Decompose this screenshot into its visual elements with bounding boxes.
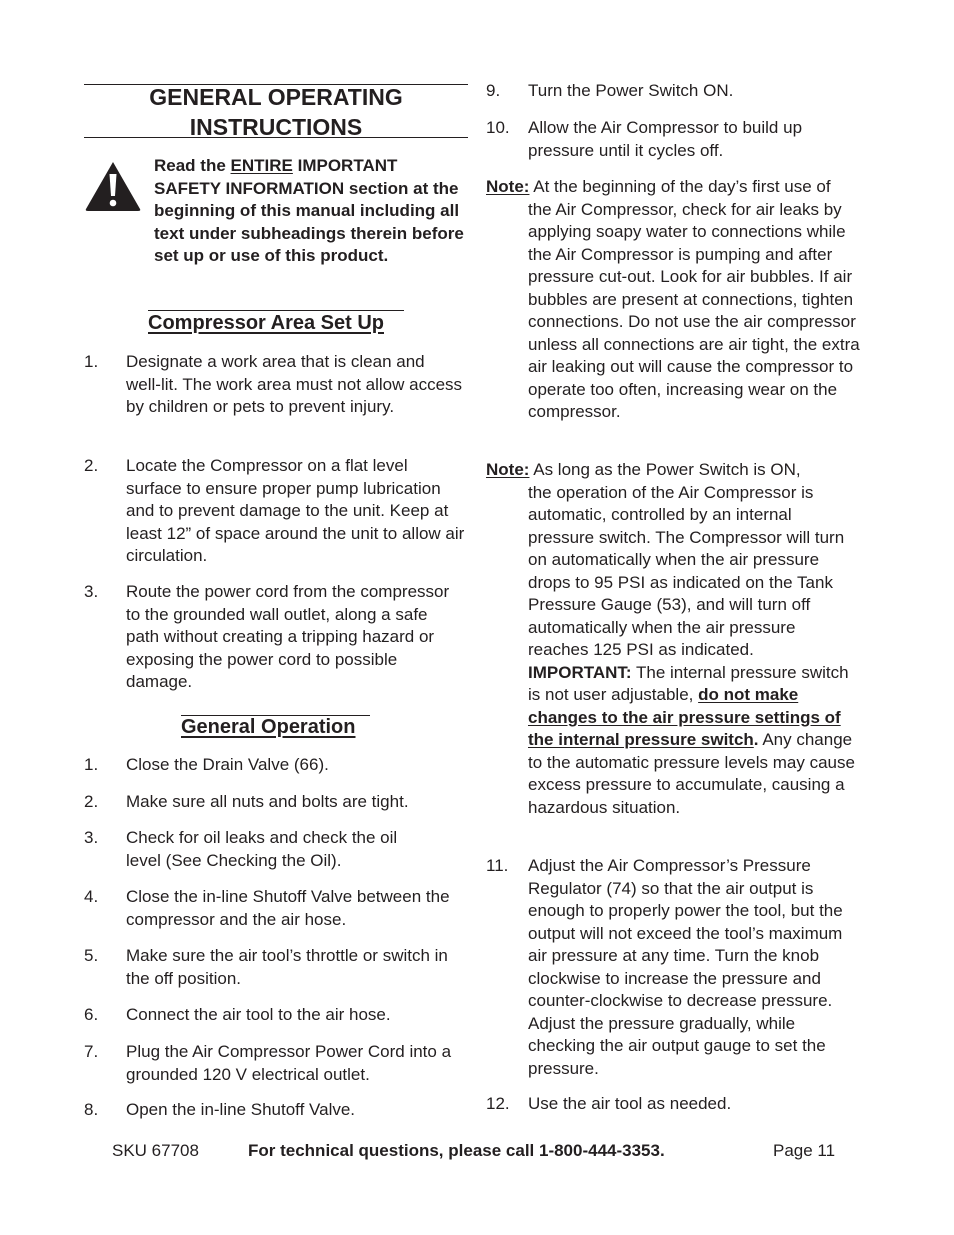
note-air-leaks: Note: At the beginning of the day’s first use of the Air Compressor, check for air leaks by applying soapy water to connections while the Air Compressor is pumping and after pressure cut-out. Look for air bubbles. If air bubbles are present at connections, tighten connections. Do not use the air compressor unless all connections are air tight, the extra air leaking out will cause the compressor to operate too often, increasing wear on the compressor. xyxy=(486,177,860,421)
setup-section-title: Compressor Area Set Up xyxy=(148,312,384,334)
note-label: Note: xyxy=(486,177,530,196)
page-title xyxy=(84,82,468,142)
safety-warning-text: Read the ENTIRE IMPORTANT SAFETY INFORMATION section at the beginning of this manual including all text under subheadings therein before set up or use of this product. xyxy=(154,156,464,265)
footer-sku: SKU 67708 xyxy=(112,1141,199,1160)
note-power-switch: Note: As long as the Power Switch is ON, the operation of the Air Compressor is automatic, controlled by an internal pressure switch. The Compressor will turn on automatically when the air pressure drops to 95 PSI as indicated on the Tank Pressure Gauge (53), and will turn off automatically when the air pressure reaches 125 PSI as indicated. IMPORTANT: The internal pressure switch is not user adjustable, do not make changes to the air pressure settings of the internal pressure switch. Any change to the automatic pressure levels may cause excess pressure to accumulate, causing a hazardous situation. xyxy=(486,459,872,819)
page-title-line1: GENERAL OPERATING xyxy=(149,84,403,110)
note-label: Note: xyxy=(486,460,530,479)
heading-bottom-rule xyxy=(84,137,468,138)
footer-page-number: Page 11 xyxy=(773,1141,836,1160)
important-label: IMPORTANT: xyxy=(528,662,632,682)
footer-tech-support: For technical questions, please call 1-800-444-3353. xyxy=(248,1141,665,1160)
warning-entire-emphasis: ENTIRE xyxy=(230,156,293,175)
page-title-line2: INSTRUCTIONS xyxy=(189,114,363,140)
warning-triangle-icon xyxy=(84,160,142,212)
do-not-change-warning: do not make changes to the air pressure settings of the internal pressure switch xyxy=(528,685,841,749)
note-power-switch-body: the operation of the Air Compressor is automatic, controlled by an internal pressure switch. The Compressor will turn on automatically when the air pressure drops to 95 PSI as indicated on the Tank Pressure Gauge (53), and will turn off automatically when the air pressure reaches 125 PSI as indicated. IMPORTANT: The internal pressure switch is not user adjustable, do not make changes to the air pressure settings of the internal pressure switch. Any change to the automatic pressure levels may cause excess pressure to accumulate, causing a hazardous situation. xyxy=(528,482,855,817)
setup-title-rule xyxy=(148,310,404,311)
operation-section-title: General Operation xyxy=(181,716,356,738)
